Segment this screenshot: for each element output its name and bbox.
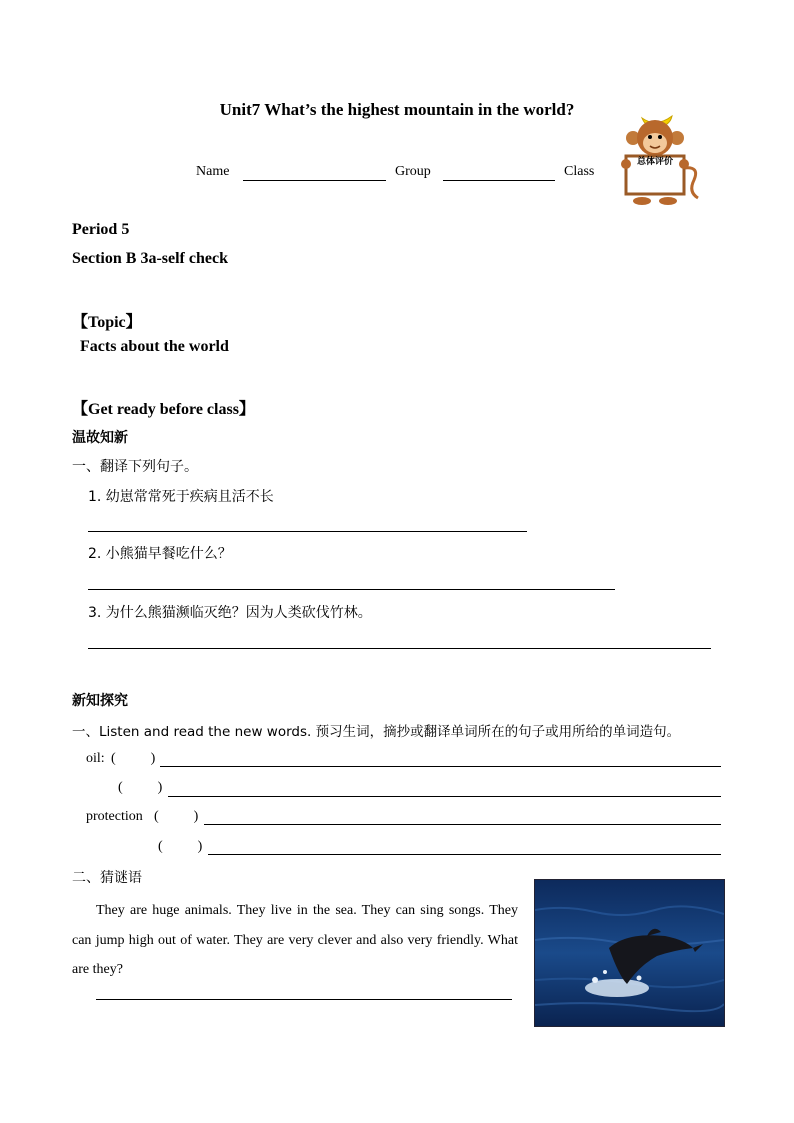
- answer-line-2[interactable]: [88, 589, 615, 590]
- riddle-answer-line[interactable]: [96, 999, 512, 1000]
- dolphin-image: [535, 880, 724, 1026]
- word-oil: oil:: [86, 751, 105, 766]
- riddle-heading: 二、猜谜语: [72, 870, 142, 886]
- word-paren-1[interactable]: ( ): [111, 751, 156, 766]
- word-protection: protection: [86, 809, 143, 824]
- page-title: Unit7 What’s the highest mountain in the world?: [219, 100, 575, 119]
- review-instruction: 一、翻译下列句子。: [72, 459, 198, 475]
- translate-item-1: 1. 幼崽常常死于疾病且活不长: [88, 489, 274, 505]
- answer-line-1[interactable]: [88, 531, 527, 532]
- get-ready-heading: 【Get ready before class】: [72, 401, 255, 418]
- group-field[interactable]: [443, 180, 555, 181]
- name-field[interactable]: [243, 180, 386, 181]
- group-label: Group: [395, 164, 431, 179]
- word-paren-2[interactable]: ( ): [118, 780, 163, 795]
- word-line-4[interactable]: [208, 854, 721, 855]
- explore-instruction: 一、Listen and read the new words. 预习生词，摘抄或翻译单词所在的句子或用所给的单词造句。: [72, 724, 681, 740]
- word-line-1[interactable]: [160, 766, 721, 767]
- answer-line-3[interactable]: [88, 648, 711, 649]
- topic-heading: 【Topic】: [72, 314, 142, 331]
- badge-label: 总体评价: [636, 157, 673, 167]
- word-line-2[interactable]: [168, 796, 721, 797]
- name-label: Name: [196, 164, 230, 179]
- dolphin-photo: [534, 879, 725, 1027]
- period-label: Period 5: [72, 221, 130, 238]
- word-line-3[interactable]: [204, 824, 721, 825]
- translate-item-2: 2. 小熊猫早餐吃什么？: [88, 546, 232, 562]
- topic-text: Facts about the world: [80, 338, 229, 355]
- word-paren-3[interactable]: ( ): [154, 809, 199, 824]
- explore-heading: 新知探究: [72, 693, 128, 709]
- riddle-text: They are huge animals. They live in the sea. They can sing songs. They can jump high out of water. They are very clever and also very friendly. What are they?: [72, 903, 518, 977]
- monkey-evaluation-badge: [612, 108, 702, 208]
- word-paren-4[interactable]: ( ): [158, 839, 203, 854]
- translate-item-3: 3. 为什么熊猫濒临灭绝？因为人类砍伐竹林。: [88, 605, 372, 621]
- review-heading: 温故知新: [72, 430, 128, 446]
- section-label: Section B 3a-self check: [72, 250, 228, 267]
- class-label: Class: [564, 164, 595, 179]
